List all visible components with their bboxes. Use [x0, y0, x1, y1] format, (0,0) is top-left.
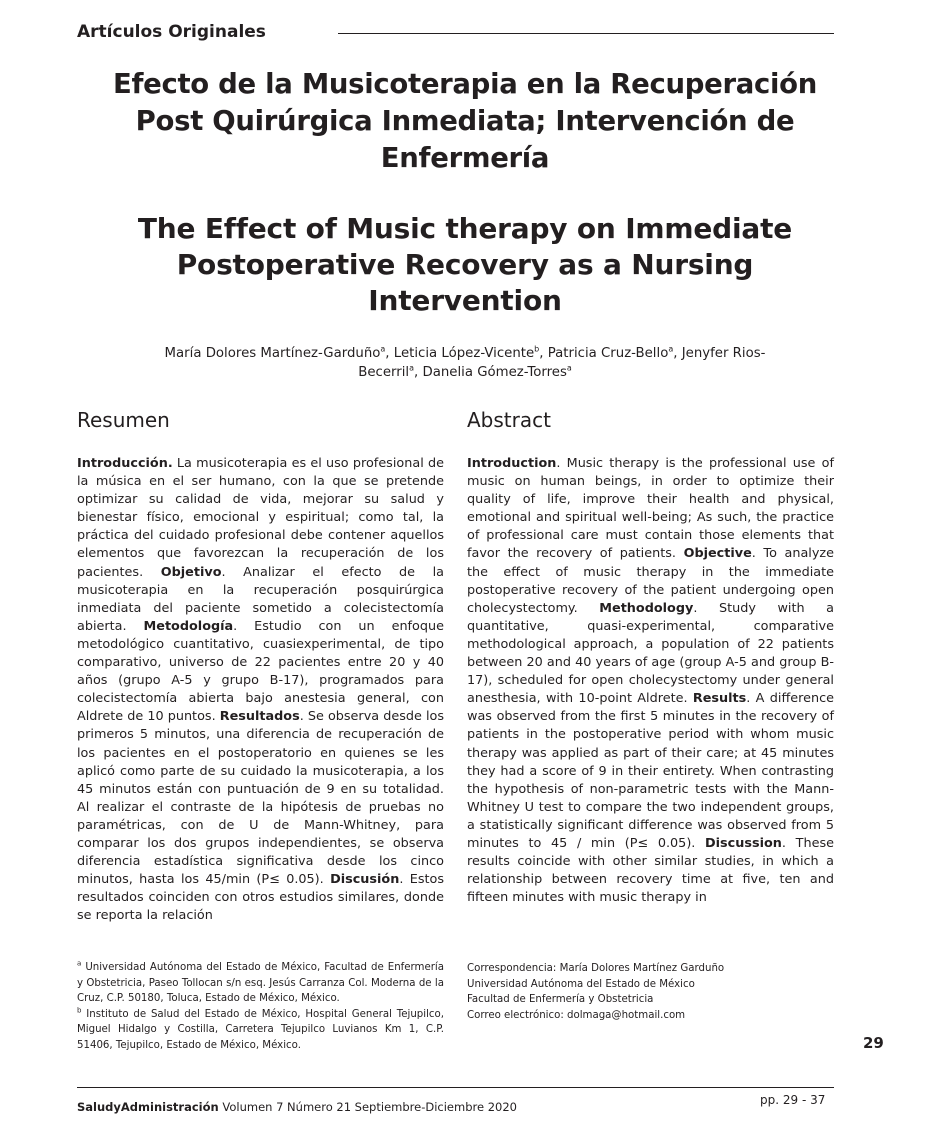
- correspondence-faculty: Facultad de Enfermería y Obstetricia: [467, 994, 654, 1005]
- page-number: 29: [863, 1034, 884, 1052]
- intro-label: Introduction: [467, 456, 557, 471]
- author: María Dolores Martínez-Garduño$^a$,: [164, 344, 394, 361]
- author: Jenyfer Rios-Becerril$^a$,: [358, 346, 766, 380]
- correspondence-name: Correspondencia: María Dolores Martínez Garduño: [467, 963, 725, 974]
- section-label: Artículos Originales: [77, 22, 266, 42]
- footer-rule: [77, 1087, 834, 1088]
- author: Danelia Gómez-Torres$^a$: [422, 363, 572, 380]
- page-range: pp. 29 - 37: [760, 1093, 826, 1107]
- header-rule: [338, 33, 834, 34]
- intro-label: Introducción.: [77, 456, 173, 471]
- results-label: Resultados: [219, 709, 300, 725]
- abstract-body: Introduction. Music therapy is the professional use of music on human beings, in order to optimize their quality of life, improve their health and physical, emotional and spiritual well-being; As such, the practice of professional care must contain those elements that favor the recovery of patients. Objective. To analyze the effect of music therapy in the immediate postoperative recovery of the patient undergoing open cholecystectomy. Methodology. Study with a quantitative, quasi-experimental, comparative methodological approach, a population of 22 patients between 20 and 40 years of age (group A-5 and group B-17), scheduled for open cholecystectomy under general anesthesia, with 10-point Aldrete. Results. A difference was observed from the first 5 minutes in the recovery of patients in the postoperative period with whom music therapy was applied as part of their care; at 45 minutes they had a score of 9 in their entirety. When contrasting the hypothesis of non-parametric tests with the Mann-Whitney U test to compare the two independent groups, a statistically significant difference was observed from 5 minutes to 45 / min (P≤ 0.05). Discussion. These results coincide with other similar studies, in which a relationship between recovery time at five, ten and fifteen minutes with music therapy in: [467, 456, 835, 906]
- issue-info: Volumen 7 Número 21 Septiembre-Diciembre 2020: [218, 1100, 517, 1114]
- discussion-label: Discussion: [705, 835, 782, 851]
- affiliation-a: $^a$ Universidad Autónoma del Estado de México, Facultad de Enfermería y Obstetricia, Paseo Tollocan s/n esq. Jesús Carranza Col. Moderna de la Cruz, C.P. 50180, Toluca, Estado de México, México.: [77, 959, 444, 1004]
- author: Leticia López-Vicente$^b$,: [393, 344, 548, 361]
- author: Patricia Cruz-Bello$^a$,: [547, 344, 682, 361]
- title-spanish: Efecto de la Musicoterapia en la Recuperación Post Quirúrgica Inmediata; Intervención de Enfermería: [112, 68, 818, 174]
- journal-footer: [77, 1100, 517, 1114]
- affiliation-footnotes: [77, 960, 444, 1053]
- author-list: [150, 345, 780, 382]
- results-label: Results: [692, 691, 747, 707]
- resumen-body: Introducción. La musicoterapia es el uso profesional de la música en el ser humano, con la que se pretende optimizar su calidad de vida, mejorar su salud y bienestar físico, emocional y espiritual; como tal, la práctica del cuidado profesional debe contener aquellos elementos que favorezcan la recuperación de los pacientes. Objetivo. Analizar el efecto de la musicoterapia en la recuperación posquirúrgica inmediata del paciente sometido a colecistectomía abierta. Metodología. Estudio con un enfoque metodológico cuantitativo, cuasiexperimental, de tipo comparativo, universo de 22 pacientes entre 20 y 40 años (grupo A-5 y grupo B-17), programados para colecistectomía abierta bajo anestesia general, con Aldrete de 10 puntos. Resultados. Se observa desde los primeros 5 minutos, una diferencia de recuperación de los pacientes en el postoperatorio en quienes se les aplicó como parte de su cuidado la musicoterapia, a los 45 minutos están con puntuación de 9 en su totalidad. Al realizar el contraste de la hipótesis de pruebas no paramétricas, con de U de Mann-Whitney, para comparar los dos grupos independientes, se observa diferencia estadística significativa desde los cinco minutos, hasta los 45/min (P≤ 0.05). Discusión. Estos resultados coinciden con otros estudios similares, donde se reporta la relación: [77, 456, 445, 924]
- correspondence-block: [467, 961, 834, 1023]
- methodology-label: Metodología: [143, 618, 234, 634]
- methodology-label: Methodology: [599, 600, 694, 616]
- journal-name: SaludyAdministración: [77, 1100, 219, 1114]
- objective-label: Objetivo: [160, 564, 222, 580]
- abstract-heading: Abstract: [467, 408, 551, 432]
- objective-label: Objective: [683, 546, 752, 562]
- correspondence-university: Universidad Autónoma del Estado de México: [467, 978, 695, 990]
- correspondence-email: Correo electrónico: dolmaga@hotmail.com: [467, 1009, 686, 1021]
- resumen-heading: Resumen: [77, 408, 170, 432]
- title-english: The Effect of Music therapy on Immediate Postoperative Recovery as a Nursing Intervention: [137, 212, 793, 317]
- affiliation-b: $^b$ Instituto de Salud del Estado de México, Hospital General Tejupilco, Miguel Hidalgo y Costilla, Carretera Tejupilco Luvianos Km 1, C.P. 51406, Tejupilco, Estado de México, México.: [77, 1006, 444, 1051]
- discussion-label: Discusión: [330, 872, 400, 888]
